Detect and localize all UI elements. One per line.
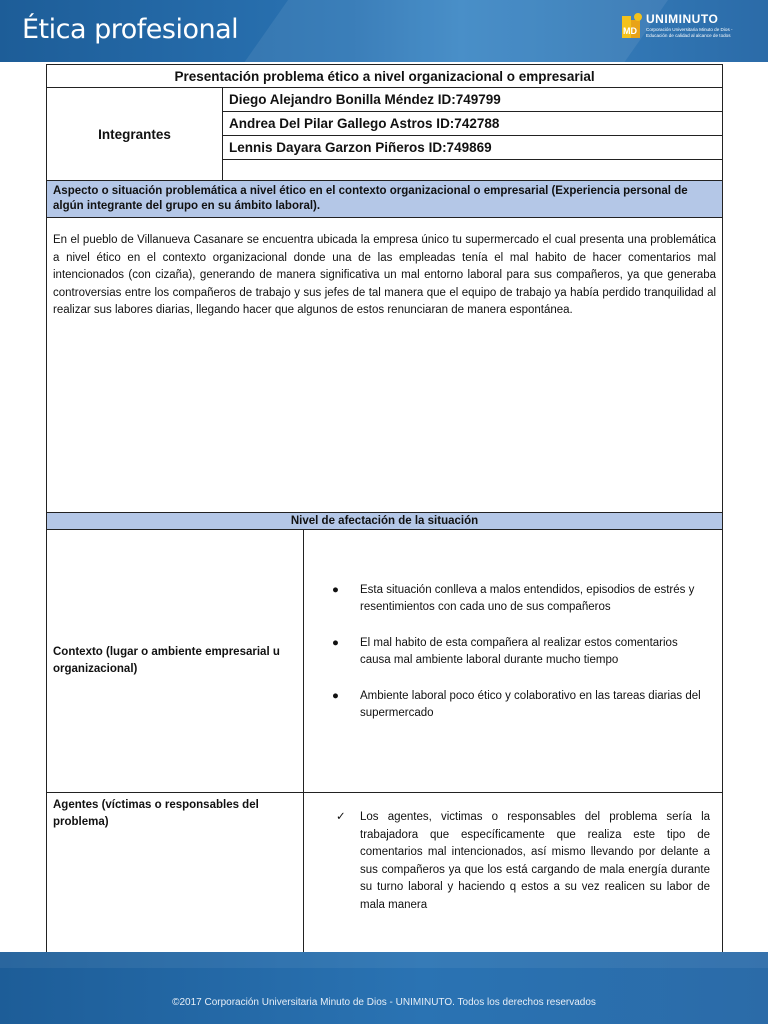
bullet-text: Ambiente laboral poco ético y colaborativo en las tareas diarias del supermercado: [360, 689, 701, 719]
agents-item: [310, 809, 716, 914]
situation-text: En el pueblo de Villanueva Casanare se encuentra ubicada la empresa único tu supermercado el cual presenta una problemática a nivel ético en el contexto organizacional donde una de las empleadas tenía el mal habito de hacer comentarios mal intencionados (con cizaña), generando de manera significativa un mal entorno laboral para sus compañeros, ya que generaba controversias entre los compañeros de trabajo y sus jefes de tal manera que el equipo de trabajo ya había perdido tranquilidad al realizar sus labores diarias, llegando hacer que algunos de estos renunciaran de manera espontánea.: [47, 218, 723, 513]
footer-copyright: ©2017 Corporación Universitaria Minuto de Dios - UNIMINUTO. Todos los derechos reservados: [172, 997, 596, 1008]
logo-name: UNIMINUTO: [646, 12, 719, 26]
member-name: Lennis Dayara Garzon Piñeros ID:749869: [223, 136, 723, 160]
context-bullet: [332, 635, 708, 670]
bullet-dot-icon: ●: [332, 583, 339, 596]
bullet-text: Esta situación conlleva a malos entendidos, episodios de estrés y resentimientos con cada uno de sus compañeros: [360, 583, 695, 613]
context-bullet: [332, 688, 708, 723]
bullet-text: El mal habito de esta compañera al realizar estos comentarios causa mal ambiente laboral durante mucho tiempo: [360, 636, 678, 666]
context-bullets-cell: [304, 530, 723, 793]
situation-heading: Aspecto o situación problemática a nivel ético en el contexto organizacional o empresarial (Experiencia personal de algún integrante del grupo en su ámbito laboral).: [47, 181, 723, 218]
context-label: Contexto (lugar o ambiente empresarial u organizacional): [47, 530, 304, 793]
context-bullet-list: [310, 582, 716, 723]
situation-heading-row: [47, 181, 723, 218]
member-name-empty: [223, 160, 723, 181]
situation-body-row: [47, 218, 723, 513]
context-bullet: [332, 582, 708, 617]
member-row: [47, 88, 723, 112]
impact-heading: Nivel de afectación de la situación: [47, 513, 723, 530]
member-name: Andrea Del Pilar Gallego Astros ID:742788: [223, 112, 723, 136]
svg-text:MD: MD: [623, 26, 637, 36]
header-banner: [0, 0, 768, 62]
agents-text: Los agentes, victimas o responsables del problema sería la trabajadora que específicamente que realiza este tipo de comentarios mal intencionados, así mismo llevando por delante a sus compañeros ya que los está cargando de mala energía durante su turno laboral y haciendo q estos a su vez realicen su labor de mala manera: [360, 811, 711, 911]
context-row: [47, 530, 723, 793]
page-title: Ética profesional: [22, 14, 239, 45]
bullet-dot-icon: ●: [332, 689, 339, 702]
impact-heading-row: [47, 513, 723, 530]
form-title: Presentación problema ético a nivel organizacional o empresarial: [47, 65, 723, 88]
agents-row: [47, 793, 723, 964]
logo-mark-icon: [620, 12, 644, 42]
logo-subtitle: Corporación Universitaria Minuto de Dios - Educación de calidad al alcance de todos: [646, 27, 733, 38]
agents-text-cell: [304, 793, 723, 964]
form-title-row: [47, 65, 723, 88]
uniminuto-logo: [620, 10, 750, 50]
problem-form-table: [46, 64, 723, 964]
bullet-dot-icon: ●: [332, 636, 339, 649]
footer-banner: [0, 952, 768, 1024]
checkmark-icon: ✓: [336, 811, 346, 823]
member-name: Diego Alejandro Bonilla Méndez ID:749799: [223, 88, 723, 112]
members-label: Integrantes: [47, 88, 223, 181]
agents-label: Agentes (víctimas o responsables del problema): [47, 793, 304, 964]
